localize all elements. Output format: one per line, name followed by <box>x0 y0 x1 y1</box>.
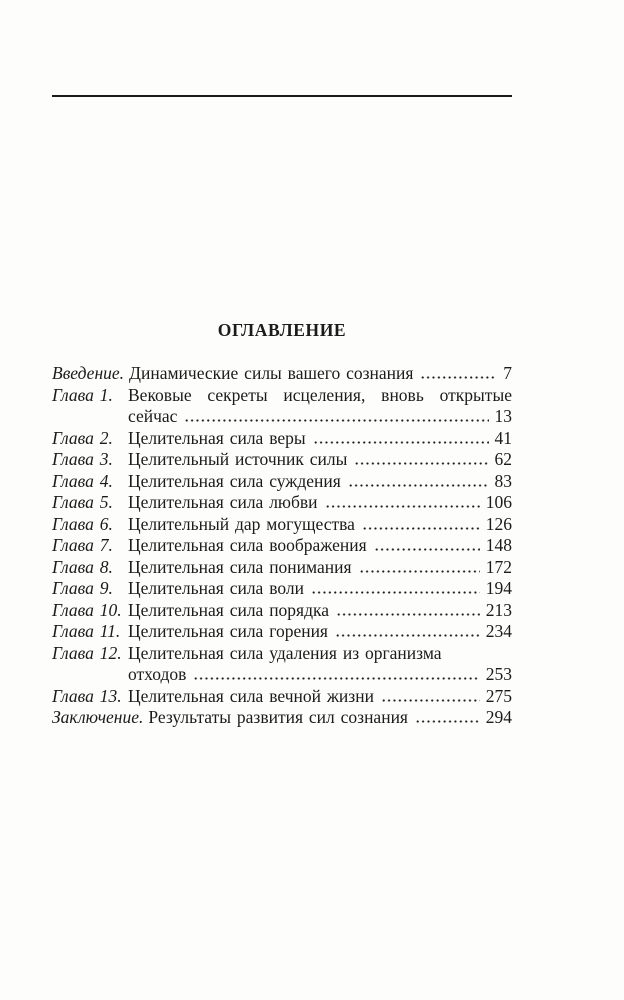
toc-entry-title: Целительный дар могущества <box>128 513 355 534</box>
toc-entry-label: Глава 6. <box>52 513 113 534</box>
toc-entry-title: Целительный источник силы <box>128 449 348 469</box>
toc-entry-content <box>128 621 512 643</box>
top-rule-divider <box>52 95 512 97</box>
toc-entry-chapter-4 <box>52 471 512 493</box>
toc-entry-title: Результаты развития сил сознания <box>148 707 408 727</box>
toc-entry-chapter-10 <box>52 600 512 622</box>
toc-entry-label: Глава 12. <box>52 642 122 663</box>
toc-entry-label: Глава 1. <box>52 384 113 405</box>
toc-entry-chapter-1 <box>52 385 512 428</box>
toc-entry-title: Целительная сила удаления из организма <box>128 642 442 663</box>
toc-entry-title: Целительная сила порядка <box>128 599 330 620</box>
toc-entry-content <box>129 363 512 385</box>
toc-entry-chapter-3 <box>52 449 512 471</box>
toc-entry-page: 213 <box>485 599 512 620</box>
toc-entry-page: 106 <box>485 492 512 512</box>
toc-entry-chapter-6 <box>52 514 512 536</box>
toc-entry-continuation <box>128 664 512 686</box>
toc-entry-content <box>128 385 512 428</box>
dot-leader <box>336 613 480 616</box>
dot-leader <box>415 720 480 723</box>
dot-leader <box>381 699 480 702</box>
toc-entry-page: 194 <box>485 578 512 598</box>
dot-leader <box>362 527 480 530</box>
table-of-contents <box>52 363 512 729</box>
toc-entry-title-continued: отходов <box>128 664 187 684</box>
dot-leader <box>359 570 480 573</box>
toc-entry-label: Глава 8. <box>52 556 113 577</box>
toc-entry-chapter-12 <box>52 643 512 686</box>
toc-entry-title: Динамические силы вашего сознания <box>129 363 414 383</box>
toc-entry-title: Вековые секреты исцеления, вновь открытые <box>128 384 512 405</box>
toc-entry-label: Глава 2. <box>52 427 113 448</box>
toc-entry-chapter-7 <box>52 535 512 557</box>
toc-entry-page: 253 <box>485 664 512 684</box>
toc-entry-label: Глава 3. <box>52 449 113 469</box>
toc-entry-conclusion <box>52 707 512 729</box>
dot-leader <box>184 419 488 422</box>
toc-entry-content <box>128 514 512 536</box>
toc-entry-content <box>128 600 512 622</box>
toc-entry-content <box>128 471 512 493</box>
toc-entry-label: Глава 9. <box>52 578 113 598</box>
dot-leader <box>193 677 479 680</box>
toc-entry-page: 83 <box>494 470 512 491</box>
dot-leader <box>348 484 489 487</box>
dot-leader <box>335 634 480 637</box>
toc-entry-introduction <box>52 363 512 385</box>
toc-entry-label: Введение. <box>52 363 125 383</box>
toc-entry-page: 41 <box>494 427 512 448</box>
toc-entry-chapter-8 <box>52 557 512 579</box>
toc-entry-title: Целительная сила воображения <box>128 535 367 555</box>
toc-entry-title-continued: сейчас <box>128 406 178 426</box>
dot-leader <box>325 505 480 508</box>
dot-leader <box>311 591 480 594</box>
toc-entry-label: Глава 10. <box>52 599 122 620</box>
toc-entry-label: Глава 5. <box>52 492 113 512</box>
toc-entry-content <box>128 686 512 708</box>
toc-entry-content <box>128 557 512 579</box>
toc-entry-content <box>128 535 512 557</box>
toc-entry-label: Глава 11. <box>52 621 121 641</box>
toc-entry-title: Целительная сила вечной жизни <box>128 685 374 706</box>
toc-entry-continuation <box>128 406 512 428</box>
toc-entry-label: Заключение. <box>52 707 144 727</box>
dot-leader <box>374 548 480 551</box>
toc-entry-label: Глава 13. <box>52 685 122 706</box>
toc-entry-page: 172 <box>485 556 512 577</box>
toc-entry-title: Целительная сила горения <box>128 621 328 641</box>
toc-entry-content <box>148 707 512 729</box>
toc-entry-page: 62 <box>494 449 512 469</box>
toc-entry-content <box>128 428 512 450</box>
toc-entry-page: 234 <box>485 621 512 641</box>
toc-entry-chapter-2 <box>52 428 512 450</box>
toc-entry-chapter-5 <box>52 492 512 514</box>
toc-entry-content <box>128 578 512 600</box>
toc-entry-page: 275 <box>485 685 512 706</box>
dot-leader <box>313 441 489 444</box>
toc-entry-title: Целительная сила понимания <box>128 556 352 577</box>
toc-entry-content <box>128 449 512 471</box>
page-title: ОГЛАВЛЕНИЕ <box>217 320 347 340</box>
toc-entry-page: 294 <box>485 707 512 727</box>
toc-entry-chapter-13 <box>52 686 512 708</box>
toc-entry-page: 7 <box>503 363 512 383</box>
toc-entry-content <box>128 492 512 514</box>
dot-leader <box>354 462 488 465</box>
toc-entry-label: Глава 4. <box>52 470 113 491</box>
toc-entry-page: 13 <box>494 406 512 426</box>
dot-leader <box>420 376 497 379</box>
toc-entry-label: Глава 7. <box>52 535 113 555</box>
toc-entry-title: Целительная сила воли <box>128 578 304 598</box>
toc-entry-page: 148 <box>485 535 512 555</box>
toc-entry-chapter-11 <box>52 621 512 643</box>
toc-entry-page: 126 <box>485 513 512 534</box>
toc-entry-content <box>128 643 512 686</box>
toc-entry-title: Целительная сила суждения <box>128 470 341 491</box>
toc-entry-chapter-9 <box>52 578 512 600</box>
toc-entry-title: Целительная сила любви <box>128 492 318 512</box>
toc-entry-title: Целительная сила веры <box>128 427 306 448</box>
